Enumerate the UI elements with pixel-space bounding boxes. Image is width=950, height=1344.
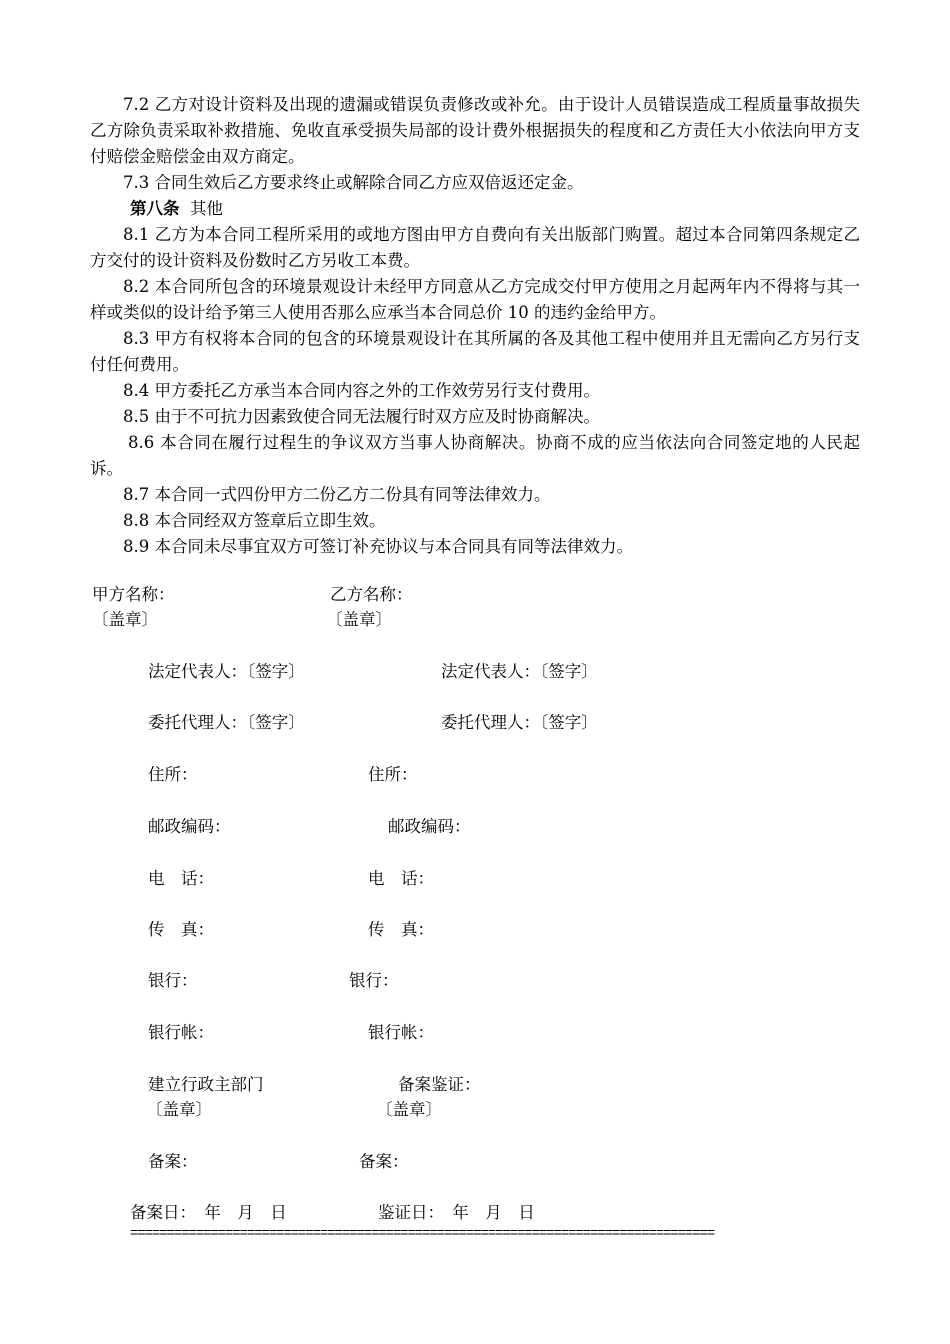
clause-7-3: 7.3 合同生效后乙方要求终止或解除合同乙方应双倍返还定金。 xyxy=(123,173,584,192)
party-b-legal-representative: 法定代表人：〔签字〕 xyxy=(441,662,598,681)
verification-date: 鉴证日： 年 月 日 xyxy=(378,1203,535,1222)
separator-line: ================================================================================ xyxy=(130,1226,715,1242)
clause-8-6: 8.6 本合同在履行过程生的争议双方当事人协商解决。协商不成的应当依法向合同签定地的人民起诉。 xyxy=(90,433,860,478)
verification-seal: 〔盖章〕 xyxy=(376,1100,442,1119)
clause-7-2: 7.2 乙方对设计资料及出现的遗漏或错误负责修改或补允。由于设计人员错误造成工程质量事故损失乙方除负责采取补救措施、免收直承受损失局部的设计费外根据损失的程度和乙方责任大小依法向甲方支付赔偿金赔偿金由双方商定。 xyxy=(90,95,860,166)
party-a-bank: 银行： xyxy=(148,971,198,990)
party-a-agent: 委托代理人：〔签字〕 xyxy=(148,713,305,732)
authority-department: 建立行政主部门 xyxy=(148,1075,264,1094)
filing-b: 备案： xyxy=(359,1152,409,1171)
clause-8-2: 8.2 本合同所包含的环境景观设计未经甲方同意从乙方完成交付甲方使用之月起两年内不得将与其一样或类似的设计给予第三人使用否那么应承当本合同总价 10 的违约金给甲方。 xyxy=(90,277,860,322)
filing-a: 备案： xyxy=(148,1152,198,1171)
party-b-name-label: 乙方名称： xyxy=(330,585,413,604)
clause-8-8: 8.8 本合同经双方签章后立即生效。 xyxy=(123,511,386,530)
clause-8-4: 8.4 甲方委托乙方承当本合同内容之外的工作效劳另行支付费用。 xyxy=(123,381,600,400)
party-b-postcode: 邮政编码： xyxy=(388,817,471,836)
party-a-name-label: 甲方名称： xyxy=(92,585,175,604)
party-a-fax: 传 真： xyxy=(148,920,214,939)
party-b-address: 住所： xyxy=(368,765,418,784)
party-b-agent: 委托代理人：〔签字〕 xyxy=(441,713,598,732)
article-8-heading xyxy=(90,196,860,222)
authority-seal: 〔盖章〕 xyxy=(146,1100,212,1119)
party-b-phone: 电 话： xyxy=(368,869,434,888)
article-8-name: 其他 xyxy=(190,199,223,218)
clause-8-7: 8.7 本合同一式四份甲方二份乙方二份具有同等法律效力。 xyxy=(123,485,551,504)
clause-8-3: 8.3 甲方有权将本合同的包含的环境景观设计在其所属的各及其他工程中使用并且无需向乙方另行支付任何费用。 xyxy=(90,329,860,374)
party-a-bank-account: 银行帐： xyxy=(148,1023,214,1042)
party-b-fax: 传 真： xyxy=(368,920,434,939)
clause-8-9: 8.9 本合同未尽事宜双方可签订补充协议与本合同具有同等法律效力。 xyxy=(123,537,633,556)
article-8-number: 第八条 xyxy=(130,199,180,218)
party-b-bank: 银行： xyxy=(349,971,399,990)
clause-8-5: 8.5 由于不可抗力因素致使合同无法履行时双方应及时协商解决。 xyxy=(123,407,600,426)
party-b-seal: 〔盖章〕 xyxy=(326,610,392,629)
filing-date: 备案日： 年 月 日 xyxy=(130,1203,287,1222)
contract-body xyxy=(90,92,860,560)
party-b-bank-account: 银行帐： xyxy=(368,1023,434,1042)
clause-8-1: 8.1 乙方为本合同工程所采用的或地方图由甲方自费向有关出版部门购置。超过本合同第四条规定乙方交付的设计资料及份数时乙方另收工本费。 xyxy=(90,225,860,270)
party-a-seal: 〔盖章〕 xyxy=(92,610,158,629)
party-a-phone: 电 话： xyxy=(148,869,214,888)
verification-label: 备案鉴证： xyxy=(398,1075,481,1094)
party-a-address: 住所： xyxy=(148,765,198,784)
party-a-postcode: 邮政编码： xyxy=(148,817,231,836)
party-a-legal-representative: 法定代表人：〔签字〕 xyxy=(148,662,305,681)
